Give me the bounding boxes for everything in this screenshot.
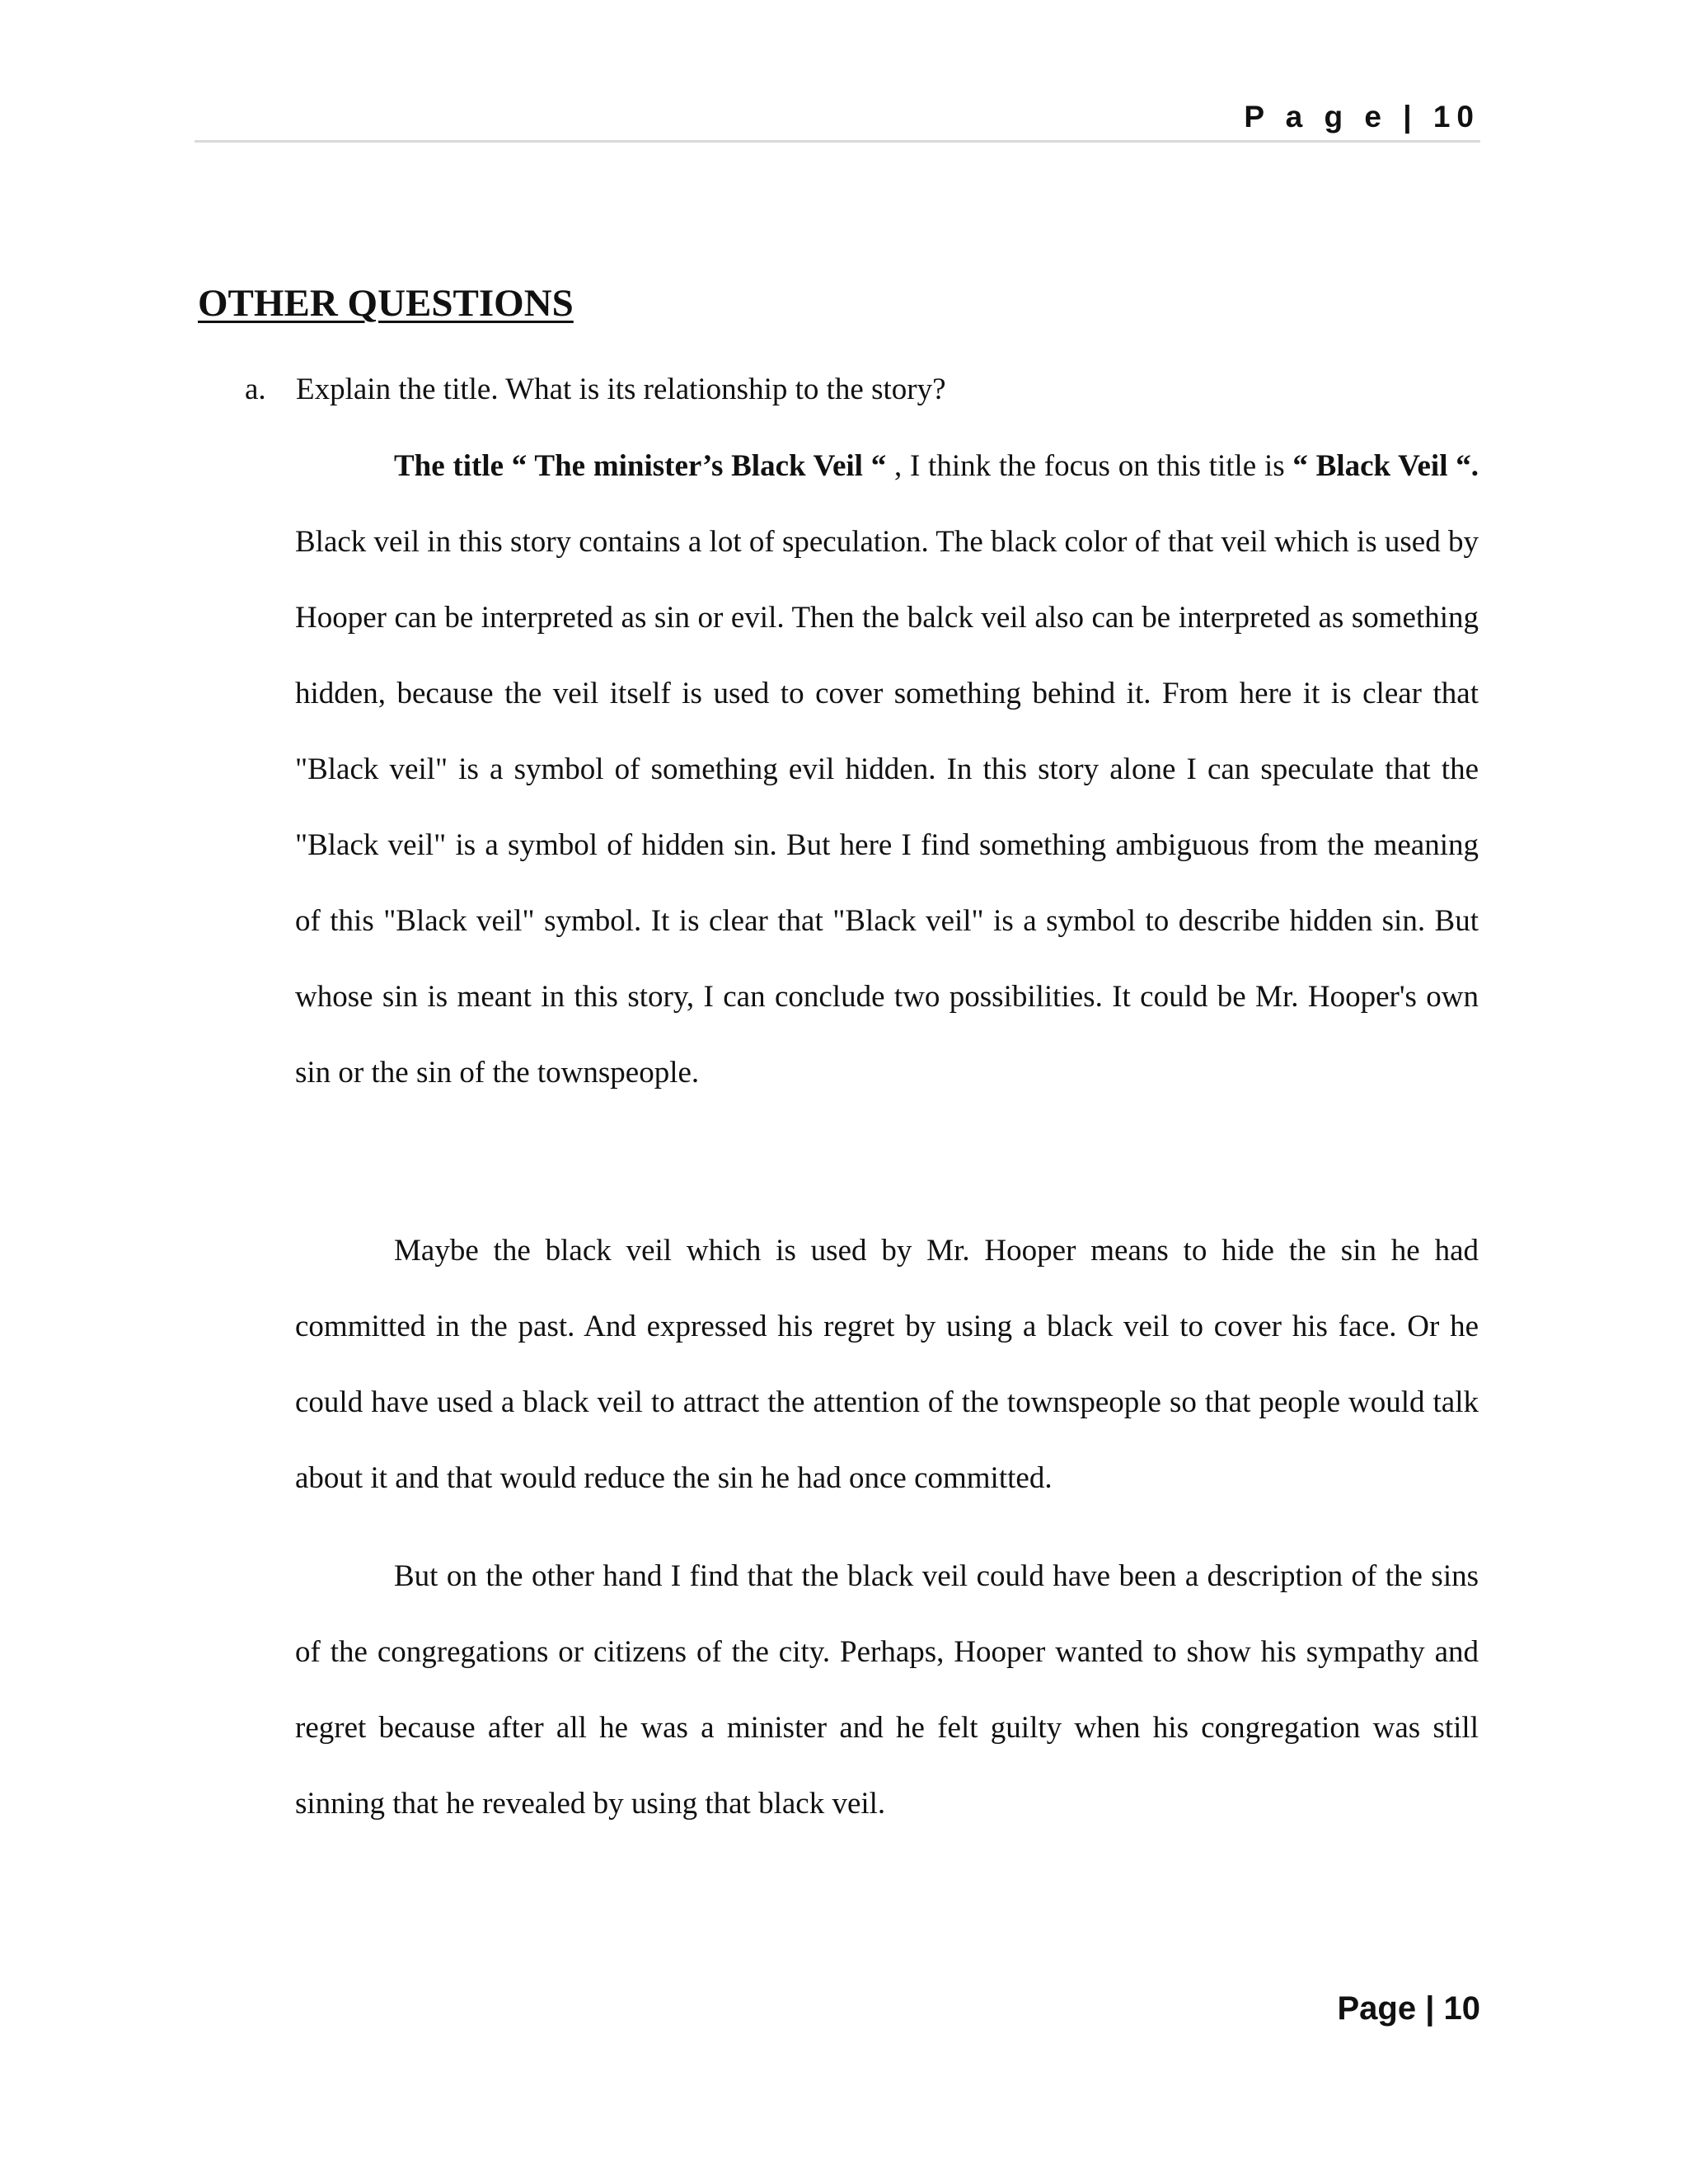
page-header xyxy=(195,97,1480,143)
header-page-number: P a g e | 10 xyxy=(1244,100,1480,134)
answer-text-b: Black veil in this story contains a lot of speculation. The black color of that veil which is used by Hooper can be interpreted as sin or evil. Then the balck veil also can be interpreted as something hidden, because the veil itself is used to cover something behind it. From here it is clear that "Black veil" is a symbol of something evil hidden. In this story alone I can speculate that the "Black veil" is a symbol of hidden sin. But here I find something ambiguous from the meaning of this "Black veil" symbol. It is clear that "Black veil" is a symbol to describe hidden sin. But whose sin is meant in this story, I can conclude two possibilities. It could be Mr. Hooper's own sin or the sin of the townspeople. xyxy=(295,525,1479,1090)
answer-paragraph-1 xyxy=(295,429,1479,1111)
footer-page-number: Page | 10 xyxy=(1337,1990,1480,2027)
answer-bold-lead: The title “ The minister’s Black Veil “ xyxy=(394,449,887,483)
answer-text-a: , I think the focus on this title is xyxy=(886,449,1293,483)
question-marker: a. xyxy=(245,373,266,406)
question-text: Explain the title. What is its relationship to the story? xyxy=(296,373,946,406)
section-title: OTHER QUESTIONS xyxy=(198,282,574,325)
answer-bold-b: “ Black Veil “. xyxy=(1292,449,1479,483)
answer-paragraph-3: But on the other hand I find that the black veil could have been a description of the sins of the congregations or citizens of the city. Perhaps, Hooper wanted to show his sympathy and regret because after all he was a minister and he felt guilty when his congregation was still sinning that he revealed by using that black veil. xyxy=(295,1559,1479,1821)
question-item xyxy=(245,369,1481,410)
answer-paragraph-2: Maybe the black veil which is used by Mr. Hooper means to hide the sin he had committed in the past. And expressed his regret by using a black veil to cover his face. Or he could have used a black veil to attract the attention of the townspeople so that people would talk about it and that would reduce the sin he had once committed. xyxy=(295,1234,1479,1495)
